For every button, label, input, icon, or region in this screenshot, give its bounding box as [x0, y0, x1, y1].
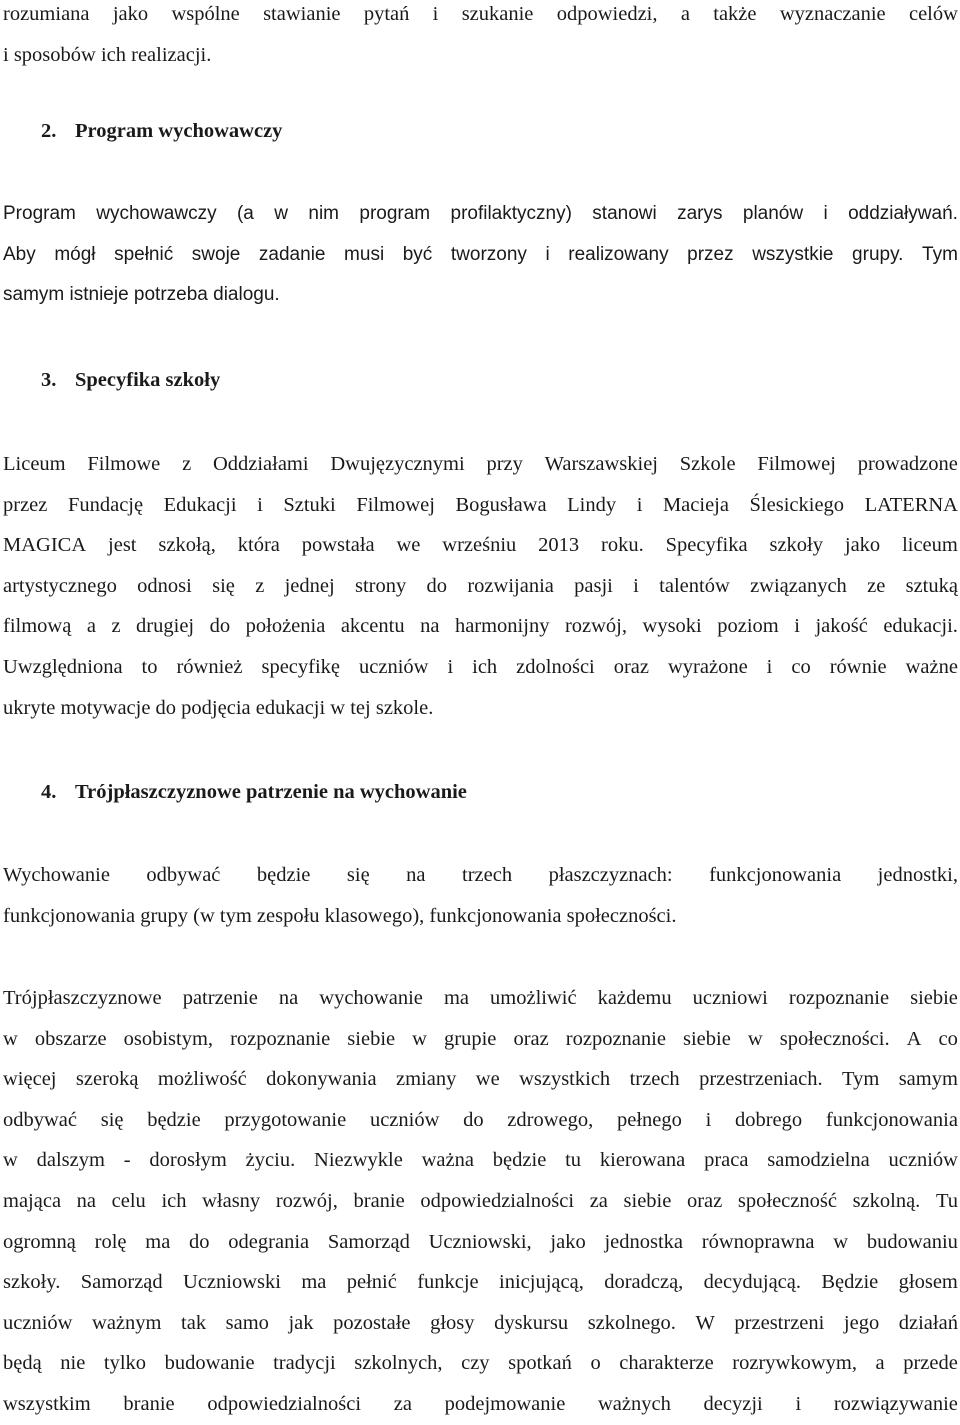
word: a — [86, 615, 96, 638]
word: ważne — [905, 655, 958, 678]
word: będzie — [492, 1149, 547, 1172]
word: osobistym, — [123, 1027, 214, 1050]
word: możliwość — [157, 1068, 247, 1091]
word: z — [255, 574, 265, 597]
word: z — [111, 615, 121, 638]
word: prowadzone — [857, 453, 958, 475]
word: Samorząd — [80, 1271, 163, 1294]
word: jako — [112, 3, 149, 25]
word: o — [590, 1352, 601, 1375]
word: akcentu — [340, 615, 405, 638]
word: jednostka — [604, 1230, 684, 1253]
section-4-number: 4. — [41, 781, 57, 803]
section-3-heading — [41, 369, 220, 392]
word: celu — [111, 1189, 146, 1212]
word: w — [3, 1027, 18, 1050]
word: samym — [898, 1068, 958, 1091]
word: roku. — [601, 534, 644, 557]
section-4-line — [3, 1100, 958, 1141]
word: to — [141, 655, 158, 678]
word: stawianie — [263, 3, 341, 25]
word: uczniów — [359, 655, 429, 678]
word: powstała — [301, 534, 375, 557]
word: spełnić — [114, 243, 174, 265]
word: tradycji — [273, 1352, 336, 1375]
word: mógł — [54, 243, 96, 265]
word: przede — [903, 1352, 958, 1375]
word: Samorząd — [327, 1230, 410, 1253]
word: drugiej — [136, 615, 195, 638]
word: ze — [867, 574, 886, 597]
word: szkoły — [769, 534, 824, 557]
word: tworzony — [450, 243, 527, 265]
section-3-line: ukryte motywacje do podjęcia edukacji w tej szkole. — [3, 696, 434, 719]
word: funkcje — [417, 1271, 479, 1294]
word: zdolności — [516, 655, 595, 678]
word: branie — [353, 1189, 405, 1212]
word: Aby — [3, 243, 36, 265]
word: pytań — [363, 3, 410, 25]
word: przygotowanie — [224, 1108, 347, 1131]
word: Tym — [841, 1068, 880, 1091]
word: i — [636, 493, 643, 516]
section-4-line — [3, 1140, 958, 1181]
word: oraz — [613, 655, 650, 678]
word: co — [791, 655, 811, 678]
word: trzech — [462, 864, 513, 886]
word: edukacji. — [883, 615, 958, 638]
word: odegrania — [228, 1230, 310, 1253]
word: praca — [704, 1149, 749, 1172]
word: zadanie — [258, 243, 326, 265]
word: wyrażone — [668, 655, 748, 678]
section-3-line — [3, 647, 958, 688]
word: podejmowanie — [444, 1392, 566, 1415]
word: wychowawczy — [96, 203, 217, 224]
word: W — [695, 1311, 715, 1334]
word: we — [475, 1068, 500, 1091]
section-2-line — [3, 235, 958, 276]
word: stanowi — [592, 203, 657, 224]
word: w — [274, 203, 288, 224]
word: związanych — [750, 574, 847, 597]
word: własny — [202, 1189, 261, 1212]
word: Tym — [922, 243, 958, 265]
word: Szkole — [679, 453, 736, 475]
word: pełnego — [616, 1108, 682, 1131]
word: zdrowego, — [507, 1108, 594, 1131]
word: realizowany — [568, 243, 669, 265]
section-2-heading — [41, 120, 282, 143]
word: zmiany — [396, 1068, 457, 1091]
word: jakość — [815, 615, 868, 638]
section-4-line — [3, 1343, 958, 1384]
word: uczniów — [3, 1311, 73, 1334]
section-4-line: funkcjonowania grupy (w tym zespołu klasowego), funkcjonowania społeczności. — [3, 904, 677, 927]
word: grupie — [444, 1027, 497, 1050]
word: do — [463, 1108, 484, 1131]
word: wyznaczanie — [779, 3, 886, 25]
word: odpowiedzialności — [207, 1392, 362, 1415]
word: ogromną — [3, 1230, 76, 1253]
word: szkoły. — [3, 1271, 61, 1294]
word: za — [393, 1392, 412, 1415]
word: budowanie — [164, 1352, 255, 1375]
word: - — [123, 1149, 131, 1172]
word: odpowiedzialności — [420, 1189, 575, 1212]
word: Uczniowski, — [428, 1230, 532, 1253]
word: siebie — [347, 1027, 396, 1050]
word: jednostki, — [877, 864, 958, 886]
word: w — [833, 1230, 849, 1253]
section-4-line — [3, 1303, 958, 1344]
word: decydującą. — [703, 1271, 801, 1294]
section-2-line — [3, 194, 958, 235]
word: 2013 — [538, 534, 580, 557]
word: Bogusława — [455, 493, 547, 516]
word: ważnym — [92, 1311, 162, 1334]
word: do — [426, 574, 448, 597]
section-2-paragraph — [3, 194, 958, 316]
word: i — [447, 655, 454, 678]
word: wszystkich — [519, 1068, 611, 1091]
section-4-line — [3, 1019, 958, 1060]
word: trzech — [629, 1068, 680, 1091]
word: liceum — [902, 534, 958, 557]
word: zarys — [677, 203, 723, 224]
word: będzie — [256, 864, 311, 886]
word: odbywać — [3, 1108, 78, 1131]
word: będzie — [147, 1108, 201, 1131]
word: ich — [161, 1189, 187, 1212]
word: się — [100, 1108, 124, 1131]
word: Edukacji — [163, 493, 237, 516]
word: położenia — [245, 615, 326, 638]
word: umożliwić — [490, 987, 577, 1009]
word: czy — [461, 1352, 490, 1375]
word: przez — [3, 493, 48, 516]
word: wychowanie — [319, 987, 423, 1009]
section-3-title: Specyfika szkoły — [75, 369, 221, 391]
word: grupy. — [852, 243, 904, 265]
word: inicjującą, — [499, 1271, 584, 1294]
word: Uwzględniona — [3, 655, 123, 678]
word: równoprawna — [701, 1230, 815, 1253]
word: a — [680, 3, 690, 25]
word: i — [794, 615, 800, 638]
word: z — [182, 453, 192, 475]
word: obszarze — [34, 1027, 107, 1050]
word: również — [176, 655, 243, 678]
intro-line — [3, 0, 958, 35]
word: Liceum — [3, 453, 66, 475]
word: i — [705, 1108, 712, 1131]
word: i — [633, 574, 639, 597]
word: wysoki — [642, 615, 702, 638]
word: rozpoznanie — [788, 987, 890, 1009]
word: Dwujęzycznymi — [330, 453, 465, 475]
word: nim — [308, 203, 339, 224]
word: Sztuki — [283, 493, 336, 516]
word: profilaktyczny) — [450, 203, 572, 224]
word: ma — [145, 1230, 171, 1253]
word: jest — [108, 534, 137, 557]
section-4-paragraph-1 — [3, 855, 958, 936]
word: strony — [355, 574, 407, 597]
word: rozwiązywanie — [833, 1392, 958, 1415]
word: branie — [123, 1392, 175, 1415]
word: społeczność — [737, 1189, 837, 1212]
word: rozrywkowym, — [732, 1352, 857, 1375]
word: sztuką — [905, 574, 958, 597]
word: Filmowe — [87, 453, 161, 475]
word: charakterze — [619, 1352, 714, 1375]
word: Macieja — [662, 493, 729, 516]
word: i — [545, 243, 550, 265]
word: na — [420, 615, 440, 638]
word: Lindy — [567, 493, 617, 516]
word: uczniowi — [692, 987, 768, 1009]
section-4-line — [3, 855, 958, 896]
word: odpowiedzi, — [556, 3, 658, 25]
word: i — [795, 1392, 802, 1415]
word: LATERNA — [864, 493, 958, 516]
word: się — [346, 864, 370, 886]
word: Filmowej — [356, 493, 435, 516]
word: przestrzeniach. — [699, 1068, 823, 1091]
word: samodzielna — [767, 1149, 870, 1172]
section-3-number: 3. — [41, 369, 57, 391]
word: jego — [843, 1311, 880, 1334]
word: społeczności. — [779, 1027, 890, 1050]
word: program — [359, 203, 431, 224]
word: dokonywania — [266, 1068, 377, 1091]
word: życiu. — [245, 1149, 296, 1172]
word: A — [906, 1027, 922, 1050]
word: przestrzeni — [734, 1311, 825, 1334]
word: wspólne — [171, 3, 240, 25]
section-3-line — [3, 485, 958, 526]
word: w — [3, 1149, 18, 1172]
word: równie — [829, 655, 887, 678]
word: przez — [687, 243, 734, 265]
word: jak — [288, 1311, 314, 1334]
word: Uczniowski — [183, 1271, 281, 1294]
word: ma — [301, 1271, 327, 1294]
word: a — [875, 1352, 885, 1375]
word: Oddziałami — [212, 453, 309, 475]
word: i — [766, 655, 773, 678]
word: która — [237, 534, 280, 557]
word: Filmowej — [757, 453, 836, 475]
word: dalszym — [36, 1149, 105, 1172]
section-3-line — [3, 606, 958, 647]
word: wszystkim — [3, 1392, 91, 1415]
word: Ślesickiego — [749, 493, 845, 516]
word: działań — [898, 1311, 958, 1334]
word: tylko — [103, 1352, 147, 1375]
word: siebie — [910, 987, 958, 1009]
word: ich — [472, 655, 498, 678]
word: rozpoznanie — [230, 1027, 331, 1050]
word: co — [938, 1027, 958, 1050]
word: specyfikę — [261, 655, 341, 678]
word: więcej — [3, 1068, 57, 1091]
word: oddziaływań. — [848, 203, 958, 224]
word: (a — [236, 203, 254, 224]
word: kierowana — [599, 1149, 686, 1172]
word: do — [209, 615, 231, 638]
word: artystycznego — [3, 574, 117, 597]
word: tak — [181, 1311, 207, 1334]
section-4-line — [3, 1222, 958, 1263]
word: ważnych — [598, 1392, 671, 1415]
word: Warszawskiej — [544, 453, 658, 475]
word: budowaniu — [866, 1230, 958, 1253]
word: Specyfika — [665, 534, 748, 557]
word: Tu — [935, 1189, 958, 1212]
section-3-line — [3, 525, 958, 566]
word: się — [212, 574, 235, 597]
word: odnosi — [137, 574, 192, 597]
word: rozwój, — [564, 615, 628, 638]
word: każdemu — [597, 987, 672, 1009]
word: talentów — [659, 574, 730, 597]
section-3-line — [3, 444, 958, 485]
word: decyzji — [703, 1392, 763, 1415]
word: funkcjonowania — [709, 864, 842, 886]
word: jako — [550, 1230, 586, 1253]
word: w — [412, 1027, 427, 1050]
word: doradczą, — [604, 1271, 684, 1294]
word: Program — [3, 203, 76, 224]
section-4-line — [3, 1181, 958, 1222]
word: także — [713, 3, 757, 25]
word: w — [747, 1027, 763, 1050]
word: poziom — [717, 615, 779, 638]
word: rozpoznanie — [565, 1027, 666, 1050]
word: za — [589, 1189, 608, 1212]
word: pasji — [574, 574, 613, 597]
word: szkolnych, — [354, 1352, 443, 1375]
section-4-line — [3, 1262, 958, 1303]
word: wrześniu — [442, 534, 517, 557]
word: uczniów — [888, 1149, 958, 1172]
word: swoje — [191, 243, 241, 265]
intro-line: i sposobów ich realizacji. — [3, 43, 212, 66]
section-4-paragraph-2 — [3, 978, 958, 1425]
word: ma — [443, 987, 469, 1009]
word: głosem — [898, 1271, 958, 1294]
word: patrzenie — [182, 987, 258, 1009]
word: będą — [3, 1352, 42, 1375]
word: planów — [742, 203, 804, 224]
word: celów — [908, 3, 958, 25]
word: harmonijny — [454, 615, 550, 638]
word: ważna — [421, 1149, 474, 1172]
word: nie — [60, 1352, 86, 1375]
word: dorosłym — [149, 1149, 227, 1172]
word: do — [189, 1230, 210, 1253]
word: we — [396, 534, 421, 557]
word: jako — [844, 534, 881, 557]
word: dobrego — [734, 1108, 803, 1131]
section-3-line — [3, 566, 958, 607]
word: samo — [225, 1311, 269, 1334]
word: szukanie — [461, 3, 534, 25]
section-4-line — [3, 978, 958, 1019]
word: spotkań — [508, 1352, 572, 1375]
word: rozwój, — [275, 1189, 338, 1212]
section-2-title: Program wychowawczy — [75, 120, 283, 142]
word: tu — [565, 1149, 582, 1172]
word: szkolną. — [852, 1189, 921, 1212]
word: MAGICA — [3, 534, 87, 557]
section-4-title: Trójpłaszczyznowe patrzenie na wychowanie — [75, 781, 467, 803]
word: odbywać — [146, 864, 221, 886]
word: szeroką — [75, 1068, 139, 1091]
word: oraz — [513, 1027, 549, 1050]
word: jednej — [284, 574, 335, 597]
section-2-number: 2. — [41, 120, 57, 142]
word: uczniów — [369, 1108, 440, 1131]
word: na — [406, 864, 426, 886]
word: Fundację — [67, 493, 144, 516]
word: rozwijania — [467, 574, 554, 597]
word: Będzie — [821, 1271, 879, 1294]
word: dyskursu — [494, 1311, 569, 1334]
word: i — [823, 203, 828, 224]
word: głosy — [430, 1311, 475, 1334]
word: szkołą, — [158, 534, 216, 557]
word: na — [76, 1189, 97, 1212]
word: rozumiana — [3, 3, 90, 25]
word: Niezwykle — [314, 1149, 403, 1172]
word: pełnić — [346, 1271, 397, 1294]
section-4-line — [3, 1059, 958, 1100]
word: szkolnego. — [587, 1311, 676, 1334]
word: Wychowanie — [3, 864, 110, 886]
word: i — [257, 493, 263, 516]
word: siebie — [683, 1027, 731, 1050]
section-2-line: samym istnieje potrzeba dialogu. — [3, 284, 280, 306]
word: pozostałe — [333, 1311, 411, 1334]
word: siebie — [623, 1189, 672, 1212]
word: przy — [486, 453, 523, 475]
word: płaszczyznach: — [548, 864, 673, 886]
word: rolę — [94, 1230, 127, 1253]
word: być — [402, 243, 433, 265]
intro-paragraph — [3, 0, 958, 75]
word: oraz — [686, 1189, 723, 1212]
word: mająca — [3, 1189, 62, 1212]
word: i — [432, 3, 439, 25]
section-3-paragraph — [3, 444, 958, 728]
word: musi — [344, 243, 385, 265]
section-4-heading — [41, 781, 467, 804]
section-4-line — [3, 1384, 958, 1425]
word: wszystkie — [752, 243, 834, 265]
word: funkcjonowania — [825, 1108, 958, 1131]
word: Trójpłaszczyznowe — [3, 987, 162, 1009]
word: filmową — [3, 615, 72, 638]
word: na — [278, 987, 299, 1009]
